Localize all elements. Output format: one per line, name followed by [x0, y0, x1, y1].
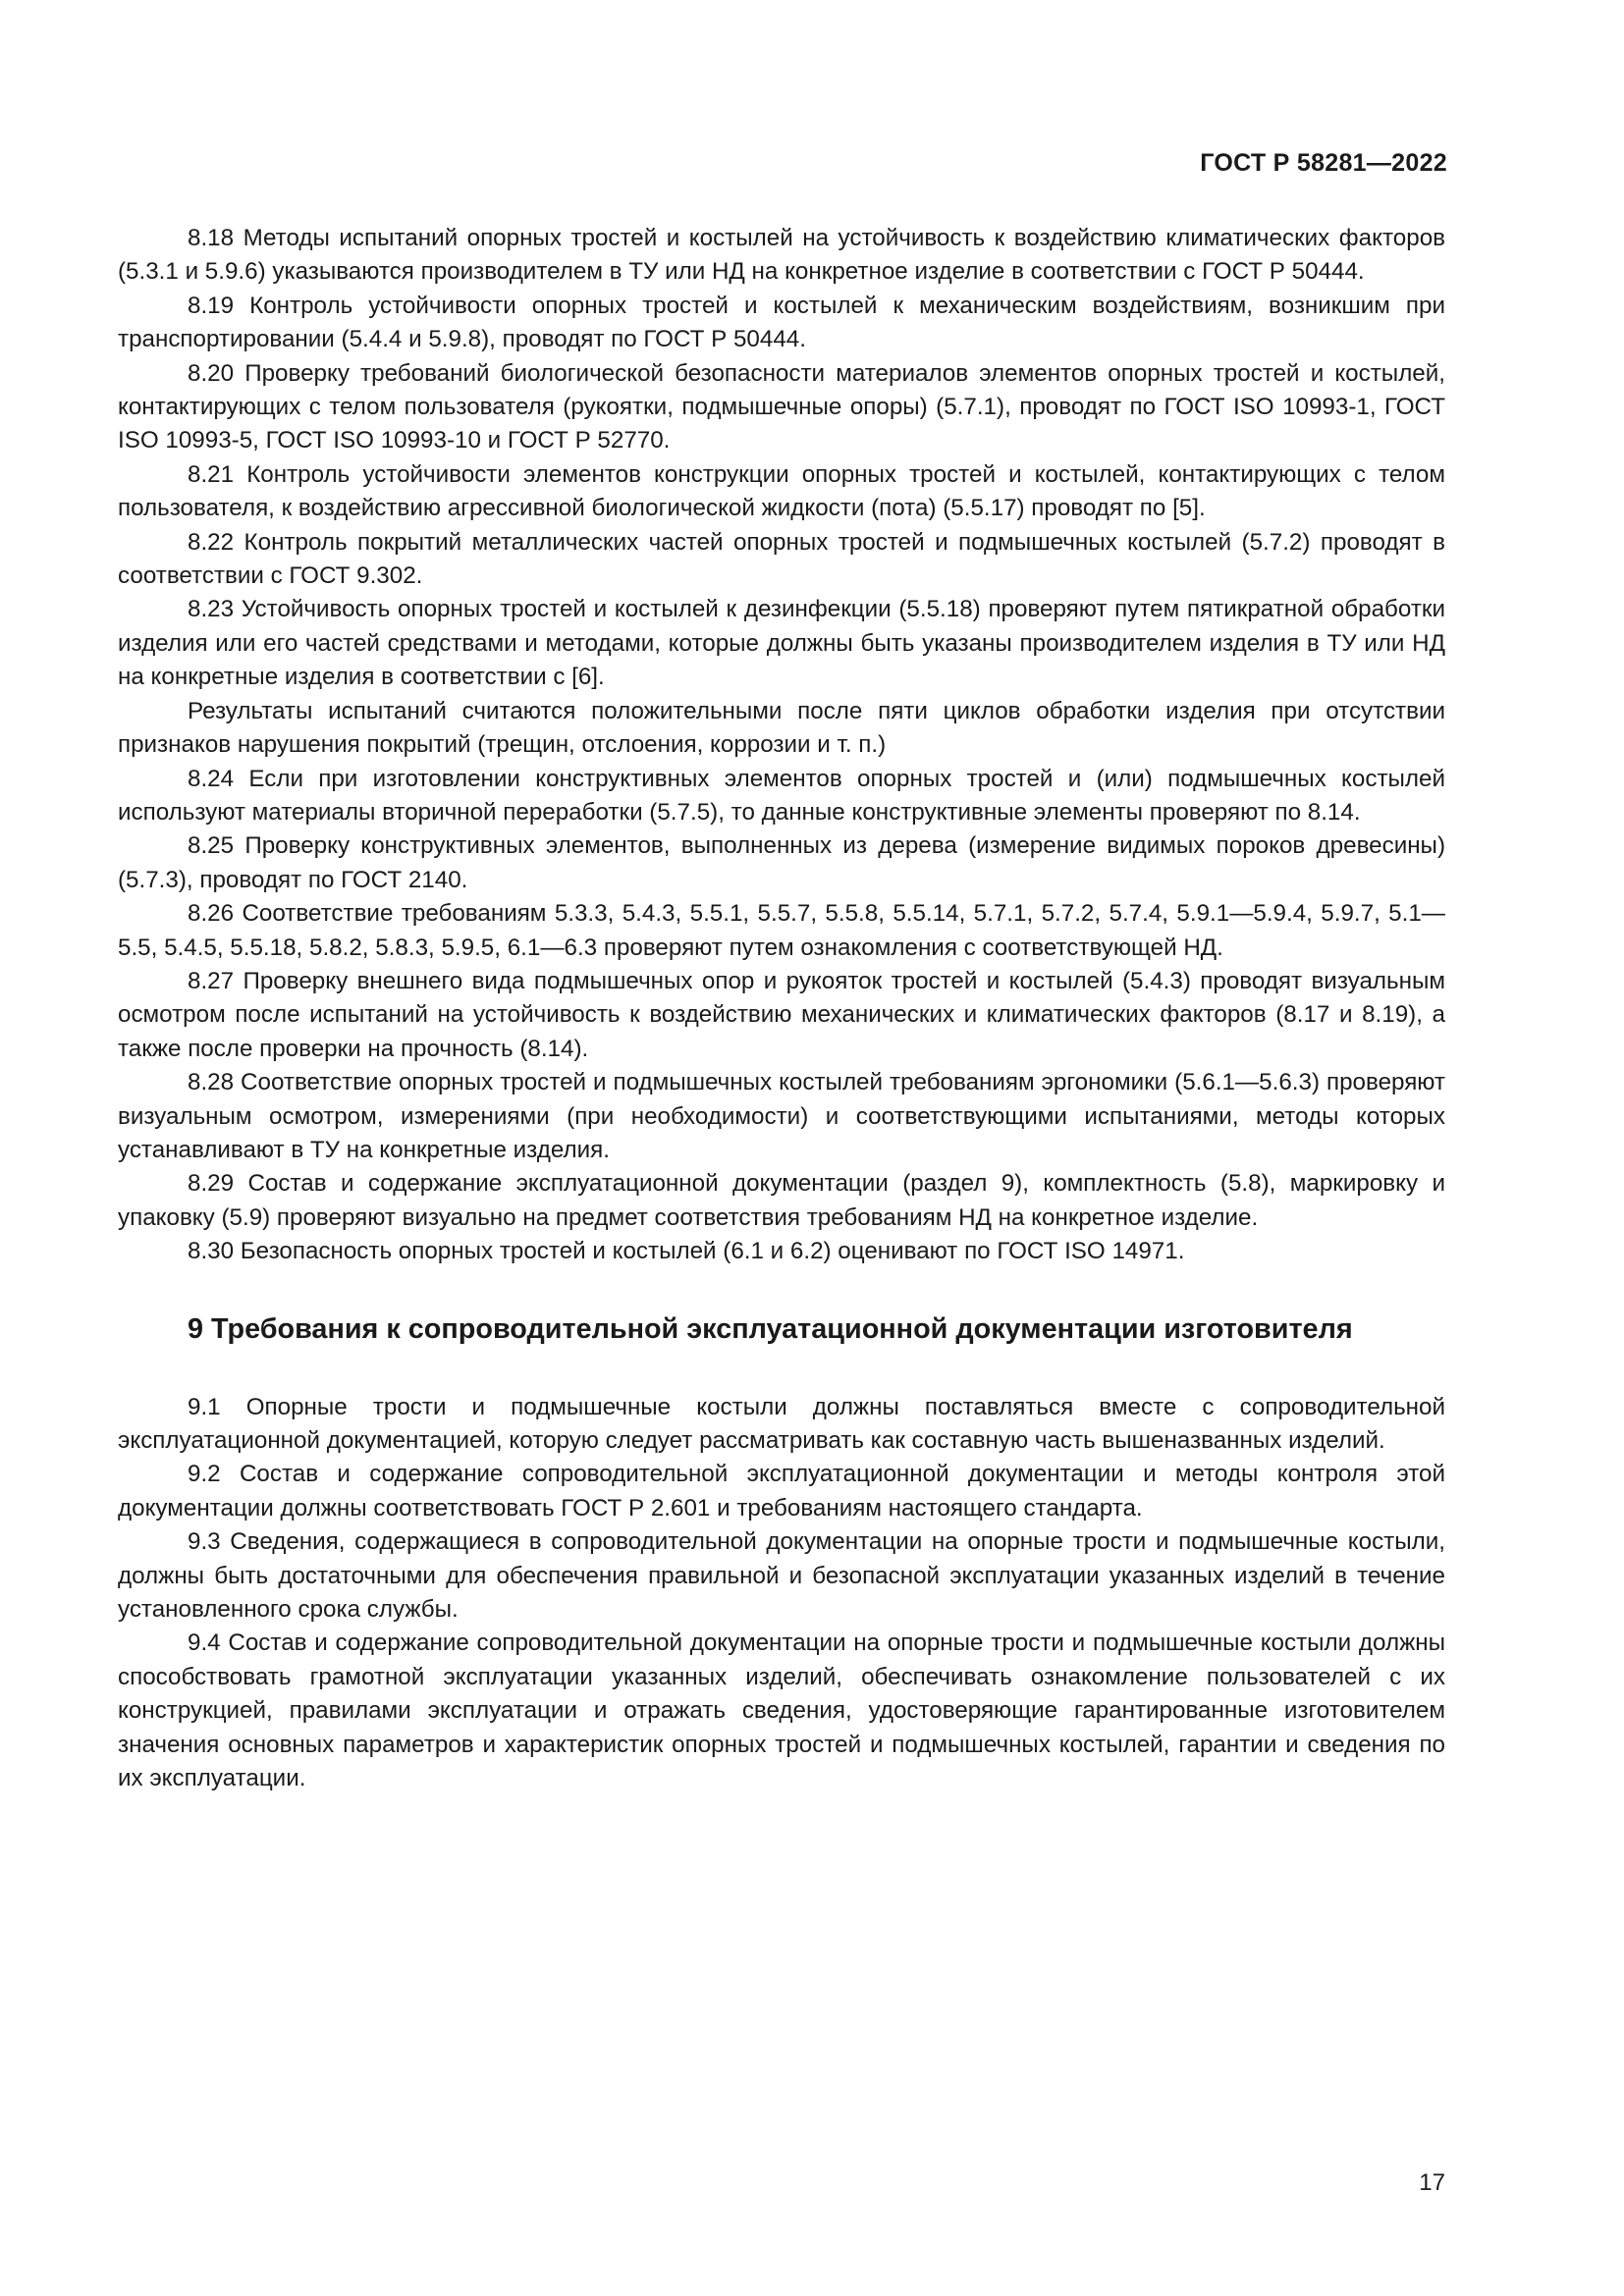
paragraph-9-3: 9.3 Сведения, содержащиеся в сопроводительной документации на опорные трости и подмышечные костыли, должны быть достаточными для обеспечения правильной и безопасной эксплуатации указанных изделий в течение установленного срока службы. — [118, 1528, 1445, 1624]
section-9-heading: 9 Требования к сопроводительной эксплуатационной документации изготовителя — [188, 1312, 1353, 1345]
paragraph-8-25: 8.25 Проверку конструктивных элементов, выполненных из дерева (измерение видимых пороков древесины) (5.7.3), проводят по ГОСТ 2140. — [118, 832, 1445, 893]
paragraph-8-29: 8.29 Состав и содержание эксплуатационной документации (раздел 9), комплектность (5.8), маркировку и упаковку (5.9) проверяют визуально на предмет соответствия требованиям НД на конкретное изделие. — [118, 1170, 1445, 1231]
page-number: 17 — [1419, 2169, 1445, 2196]
paragraph-8-23: 8.23 Устойчивость опорных тростей и костылей к дезинфекции (5.5.18) проверяют путем пятикратной обработки изделия или его частей средствами и методами, которые должны быть указаны производителем изделия в ТУ или НД на конкретные изделия в соответствии с [6]. — [118, 596, 1445, 691]
paragraph-8-28: 8.28 Соответствие опорных тростей и подмышечных костылей требованиям эргономики (5.6.1—5.6.3) проверяют визуальным осмотром, измерениями (при необходимости) и соответствующими испытаниями, методы которых устанавливают в ТУ на конкретные изделия. — [118, 1069, 1445, 1163]
paragraph-8-20: 8.20 Проверку требований биологической безопасности материалов элементов опорных тростей и костылей, контактирующих с телом пользователя (рукоятки, подмышечные опоры) (5.7.1), проводят по ГОСТ ISO 10993-1, ГОСТ ISO 10993-5, ГОСТ ISO 10993-10 и ГОСТ Р 52770. — [118, 359, 1445, 454]
paragraph-9-4: 9.4 Состав и содержание сопроводительной документации на опорные трости и подмышечные костыли должны способствовать грамотной эксплуатации указанных изделий, обеспечивать ознакомление пользователей с их конструкцией, правилами эксплуатации и отражать сведения, удостоверяющие гарантированные изготовителем значения основных параметров и характеристик опорных тростей и подмышечных костылей, гарантии и сведения по их эксплуатации. — [118, 1629, 1445, 1792]
paragraph-9-2: 9.2 Состав и содержание сопроводительной эксплуатационной документации и методы контроля этой документации должны соответствовать ГОСТ Р 2.601 и требованиям настоящего стандарта. — [118, 1461, 1445, 1522]
paragraph-8-18: 8.18 Методы испытаний опорных тростей и костылей на устойчивость к воздействию климатических факторов (5.3.1 и 5.9.6) указываются производителем в ТУ или НД на конкретное изделие в соответствии с ГОСТ Р 50444. — [118, 225, 1445, 286]
paragraph-8-24: 8.24 Если при изготовлении конструктивных элементов опорных тростей и (или) подмышечных костылей используют материалы вторичной переработки (5.7.5), то данные конструктивные элементы проверяют по 8.14. — [118, 765, 1445, 826]
page-content — [118, 222, 1445, 1795]
paragraph-8-21: 8.21 Контроль устойчивости элементов конструкции опорных тростей и костылей, контактирующих с телом пользователя, к воздействию агрессивной биологической жидкости (пота) (5.5.17) проводят по [5]. — [118, 460, 1445, 522]
paragraph-8-27: 8.27 Проверку внешнего вида подмышечных опор и рукояток тростей и костылей (5.4.3) проводят визуальным осмотром после испытаний на устойчивость к воздействию механических и климатических факторов (8.17 и 8.19), а также после проверки на прочность (8.14). — [118, 967, 1445, 1062]
paragraph-8-30: 8.30 Безопасность опорных тростей и костылей (6.1 и 6.2) оценивают по ГОСТ ISO 14971. — [188, 1238, 1185, 1265]
standard-code-header: ГОСТ Р 58281—2022 — [1200, 149, 1447, 177]
paragraph-8-19: 8.19 Контроль устойчивости опорных тростей и костылей к механическим воздействиям, возникшим при транспортировании (5.4.4 и 5.9.8), проводят по ГОСТ Р 50444. — [118, 292, 1445, 353]
paragraph-9-1: 9.1 Опорные трости и подмышечные костыли должны поставляться вместе с сопроводительной эксплуатационной документацией, которую следует рассматривать как составную часть вышеназванных изделий. — [118, 1393, 1445, 1454]
paragraph-8-23-results: Результаты испытаний считаются положительными после пяти циклов обработки изделия при отсутствии признаков нарушения покрытий (трещин, отслоения, коррозии и т. п.) — [118, 697, 1445, 759]
paragraph-8-22: 8.22 Контроль покрытий металлических частей опорных тростей и подмышечных костылей (5.7.2) проводят в соответствии с ГОСТ 9.302. — [118, 528, 1445, 590]
paragraph-8-26: 8.26 Соответствие требованиям 5.3.3, 5.4.3, 5.5.1, 5.5.7, 5.5.8, 5.5.14, 5.7.1, 5.7.2, 5.7.4, 5.9.1—5.9.4, 5.9.7, 5.1—5.5, 5.4.5, 5.5.18, 5.8.2, 5.8.3, 5.9.5, 6.1—6.3 проверяют путем ознакомления с соответствующей НД. — [118, 900, 1445, 961]
